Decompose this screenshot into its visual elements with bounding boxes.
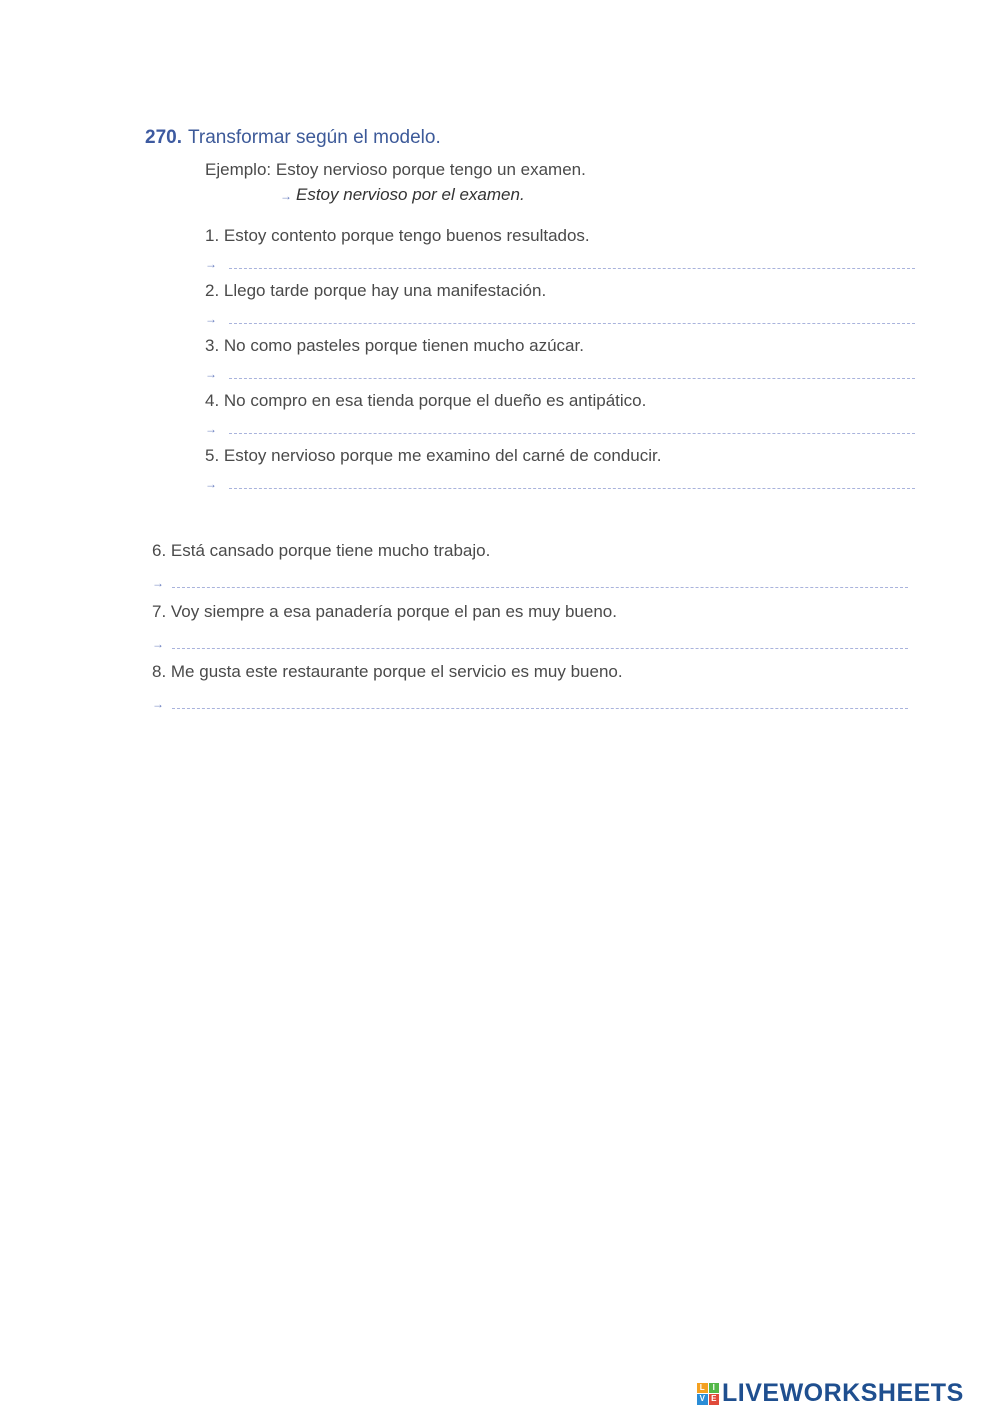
answer-line — [229, 323, 915, 324]
answer-row — [205, 309, 915, 325]
answer-input-8[interactable] — [172, 686, 908, 708]
logo-mark-icon: L I V E — [697, 1383, 719, 1405]
answer-row — [205, 419, 915, 435]
example-answer-text: Estoy nervioso por el examen. — [296, 185, 525, 204]
logo-text: LIVEWORKSHEETS — [722, 1379, 964, 1407]
exercise-title — [145, 127, 441, 149]
answer-input-1[interactable] — [229, 246, 915, 268]
answer-line — [229, 433, 915, 434]
answer-line — [229, 268, 915, 269]
arrow-icon: → — [152, 576, 164, 590]
list-item — [152, 541, 490, 561]
answer-line — [172, 648, 908, 649]
answer-row — [152, 634, 908, 650]
list-item — [205, 336, 584, 356]
answer-row — [205, 254, 915, 270]
liveworksheets-logo — [697, 1379, 964, 1408]
answer-line — [229, 378, 915, 379]
answer-input-3[interactable] — [229, 356, 915, 378]
arrow-icon: → — [205, 367, 217, 381]
arrow-icon: → — [205, 257, 217, 271]
example-answer — [280, 185, 525, 205]
item-sentence: 7. Voy siempre a esa panadería porque el pan es muy bueno. — [152, 602, 617, 621]
arrow-icon: → — [205, 312, 217, 326]
answer-line — [172, 587, 908, 588]
answer-line — [172, 708, 908, 709]
exercise-instruction: Transformar según el modelo. — [187, 127, 441, 148]
item-sentence: 8. Me gusta este restaurante porque el servicio es muy bueno. — [152, 662, 623, 681]
answer-line — [229, 488, 915, 489]
answer-row — [205, 364, 915, 380]
item-sentence: 2. Llego tarde porque hay una manifestación. — [205, 281, 547, 300]
answer-input-6[interactable] — [172, 565, 908, 587]
item-sentence: 5. Estoy nervioso porque me examino del carné de conducir. — [205, 446, 662, 465]
answer-input-5[interactable] — [229, 466, 915, 488]
answer-input-2[interactable] — [229, 301, 915, 323]
list-item — [205, 226, 590, 246]
answer-row — [152, 573, 908, 589]
list-item — [152, 662, 623, 682]
answer-input-7[interactable] — [172, 626, 908, 648]
list-item — [152, 602, 617, 622]
list-item — [205, 391, 646, 411]
item-sentence: 6. Está cansado porque tiene mucho trabajo. — [152, 541, 491, 560]
arrow-icon: → — [205, 477, 217, 491]
example-sentence: Estoy nervioso porque tengo un examen. — [275, 160, 586, 179]
arrow-icon: → — [205, 422, 217, 436]
answer-row — [205, 474, 915, 490]
arrow-icon: → — [152, 697, 164, 711]
exercise-number: 270. — [145, 127, 182, 148]
list-item — [205, 281, 546, 301]
answer-row — [152, 694, 908, 710]
example-label: Ejemplo: — [205, 160, 272, 179]
arrow-icon: → — [280, 189, 292, 203]
item-sentence: 1. Estoy contento porque tengo buenos resultados. — [205, 226, 590, 245]
arrow-icon: → — [152, 637, 164, 651]
example-line — [205, 160, 586, 180]
answer-input-4[interactable] — [229, 411, 915, 433]
item-sentence: 3. No como pasteles porque tienen mucho azúcar. — [205, 336, 584, 355]
item-sentence: 4. No compro en esa tienda porque el dueño es antipático. — [205, 391, 647, 410]
list-item — [205, 446, 661, 466]
